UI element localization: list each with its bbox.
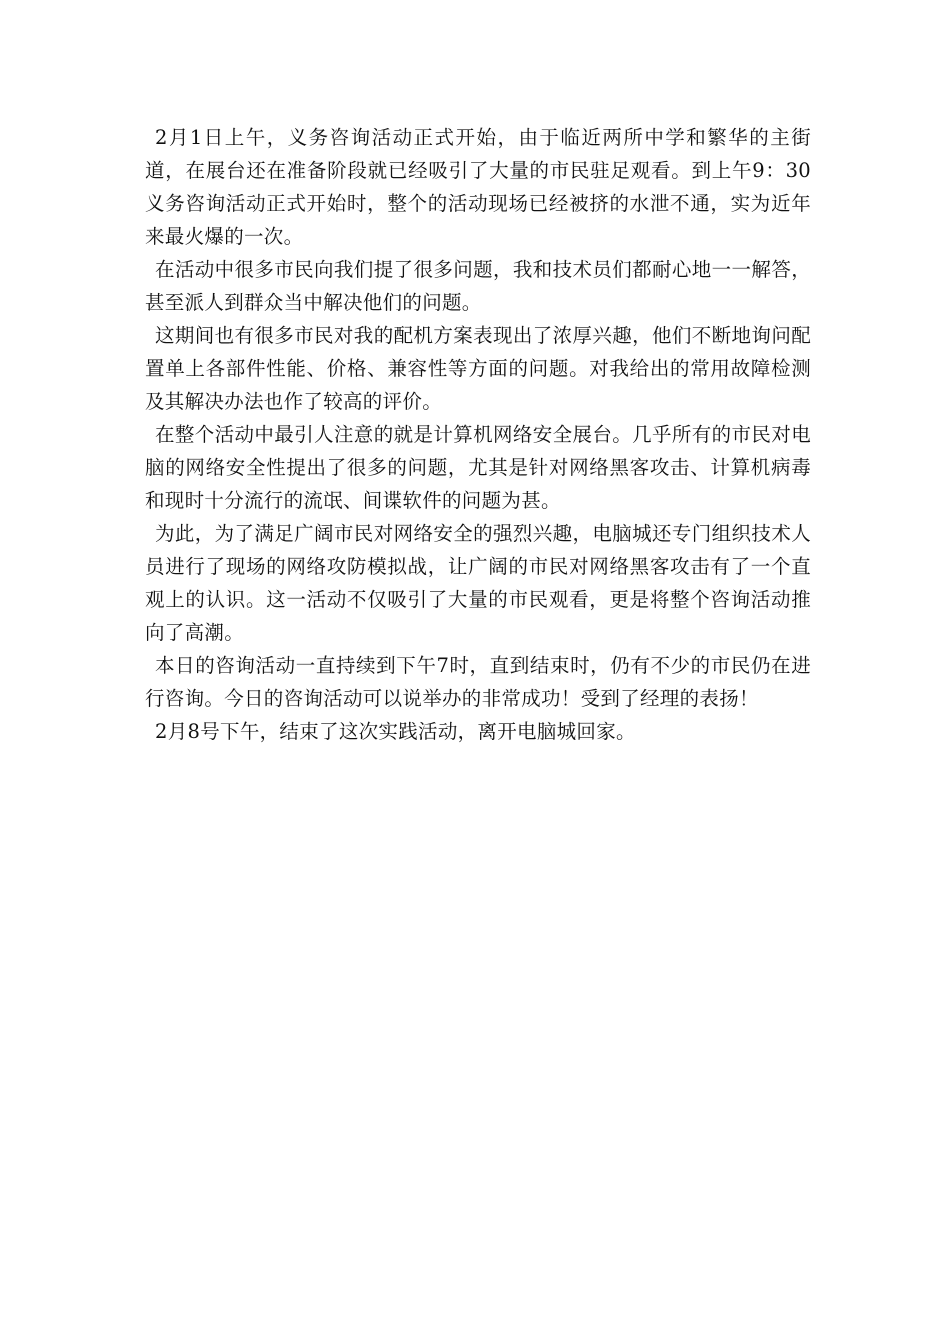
paragraph-practice-end: 2月8号下午，结束了这次实践活动，离开电脑城回家。	[155, 720, 636, 743]
paragraph-configuration-interest: 这期间也有很多市民对我的配机方案表现出了浓厚兴趣，他们不断地询问配置单上各部件性能、价格、兼容性等方面的问题。对我给出的常用故障检测及其解决办法也作了较高的评价。	[145, 324, 811, 413]
document-body	[145, 121, 811, 748]
paragraph-consultation-start: 2月1日上午，义务咨询活动正式开始，由于临近两所中学和繁华的主街道，在展台还在准备阶段就已经吸引了大量的市民驻足观看。到上午9：30义务咨询活动正式开始时，整个的活动现场已经被挤的水泄不通，实为近年来最火爆的一次。	[145, 126, 811, 248]
paragraph-attack-defense-simulation: 为此，为了满足广阔市民对网络安全的强烈兴趣，电脑城还专门组织技术人员进行了现场的网络攻防模拟战，让广阔的市民对网络黑客攻击有了一个直观上的认识。这一活动不仅吸引了大量的市民观看，更是将整个咨询活动推向了高潮。	[145, 522, 811, 644]
paragraph-event-success: 本日的咨询活动一直持续到下午7时，直到结束时，仍有不少的市民仍在进行咨询。今日的咨询活动可以说举办的非常成功！受到了经理的表扬！	[145, 654, 811, 710]
paragraph-network-security-booth: 在整个活动中最引人注意的就是计算机网络安全展台。几乎所有的市民对电脑的网络安全性提出了很多的问题，尤其是针对网络黑客攻击、计算机病毒和现时十分流行的流氓、间谍软件的问题为甚。	[145, 423, 811, 512]
paragraph-answering-questions: 在活动中很多市民向我们提了很多问题，我和技术员们都耐心地一一解答，甚至派人到群众当中解决他们的问题。	[145, 258, 811, 314]
